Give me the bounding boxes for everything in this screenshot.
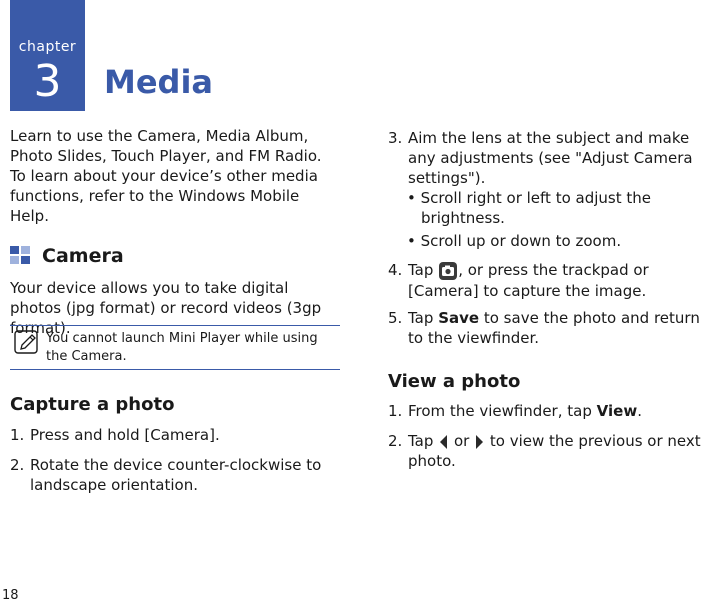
step-number: 1. [388, 402, 403, 420]
capture-heading: Capture a photo [10, 394, 175, 415]
step-number: 2. [10, 456, 25, 474]
right-arrow-icon [474, 434, 485, 450]
note-pencil-icon [14, 330, 40, 356]
note-bottom-rule [10, 369, 340, 370]
step-number: 5. [388, 309, 403, 327]
chapter-label: chapter [18, 39, 77, 55]
step-text: Rotate the device counter-clockwise to landscape orientation. [30, 456, 322, 494]
list-item [388, 260, 714, 300]
step-text: Tap , or press the trackpad or [Camera] to capture the image. [408, 261, 649, 300]
note-text: You cannot launch Mini Player while using the Camera. [46, 331, 318, 364]
bullet-item: • Scroll up or down to zoom. [407, 232, 622, 250]
list-item [388, 308, 714, 348]
note-top-rule [10, 325, 340, 326]
step-text: Tap or to view the previous or next photo. [408, 432, 701, 470]
step-text: Press and hold [Camera]. [30, 426, 220, 444]
list-item [10, 425, 342, 445]
step-number: 4. [388, 261, 403, 279]
chapter-number: 3 [33, 56, 62, 107]
camera-icon [438, 261, 458, 281]
list-item [388, 128, 714, 188]
list-item [388, 401, 714, 421]
left-arrow-icon [438, 434, 449, 450]
list-item [10, 455, 342, 495]
list-item [388, 431, 714, 471]
step-text: Aim the lens at the subject and make any adjustments (see "Adjust Camera settings"). [408, 129, 693, 187]
bullet-item: • Scroll right or left to adjust the brightness. [407, 189, 651, 227]
step-number: 3. [388, 129, 403, 147]
chapter-title: Media [104, 63, 214, 101]
step-number: 1. [10, 426, 25, 444]
intro-paragraph: Learn to use the Camera, Media Album, Photo Slides, Touch Player, and FM Radio. To learn about your device’s other media functions, refer to the Windows Mobile Help. [10, 127, 322, 225]
step-number: 2. [388, 432, 403, 450]
camera-paragraph: Your device allows you to take digital photos (jpg format) or record videos (3gp format). [10, 279, 322, 337]
step-text: Tap Save to save the photo and return to the viewfinder. [408, 309, 700, 347]
camera-heading: Camera [42, 245, 124, 267]
page-number: 18 [2, 588, 19, 603]
step-text: From the viewfinder, tap View. [408, 402, 642, 420]
view-heading: View a photo [388, 371, 521, 392]
section-squares-icon [10, 246, 34, 266]
